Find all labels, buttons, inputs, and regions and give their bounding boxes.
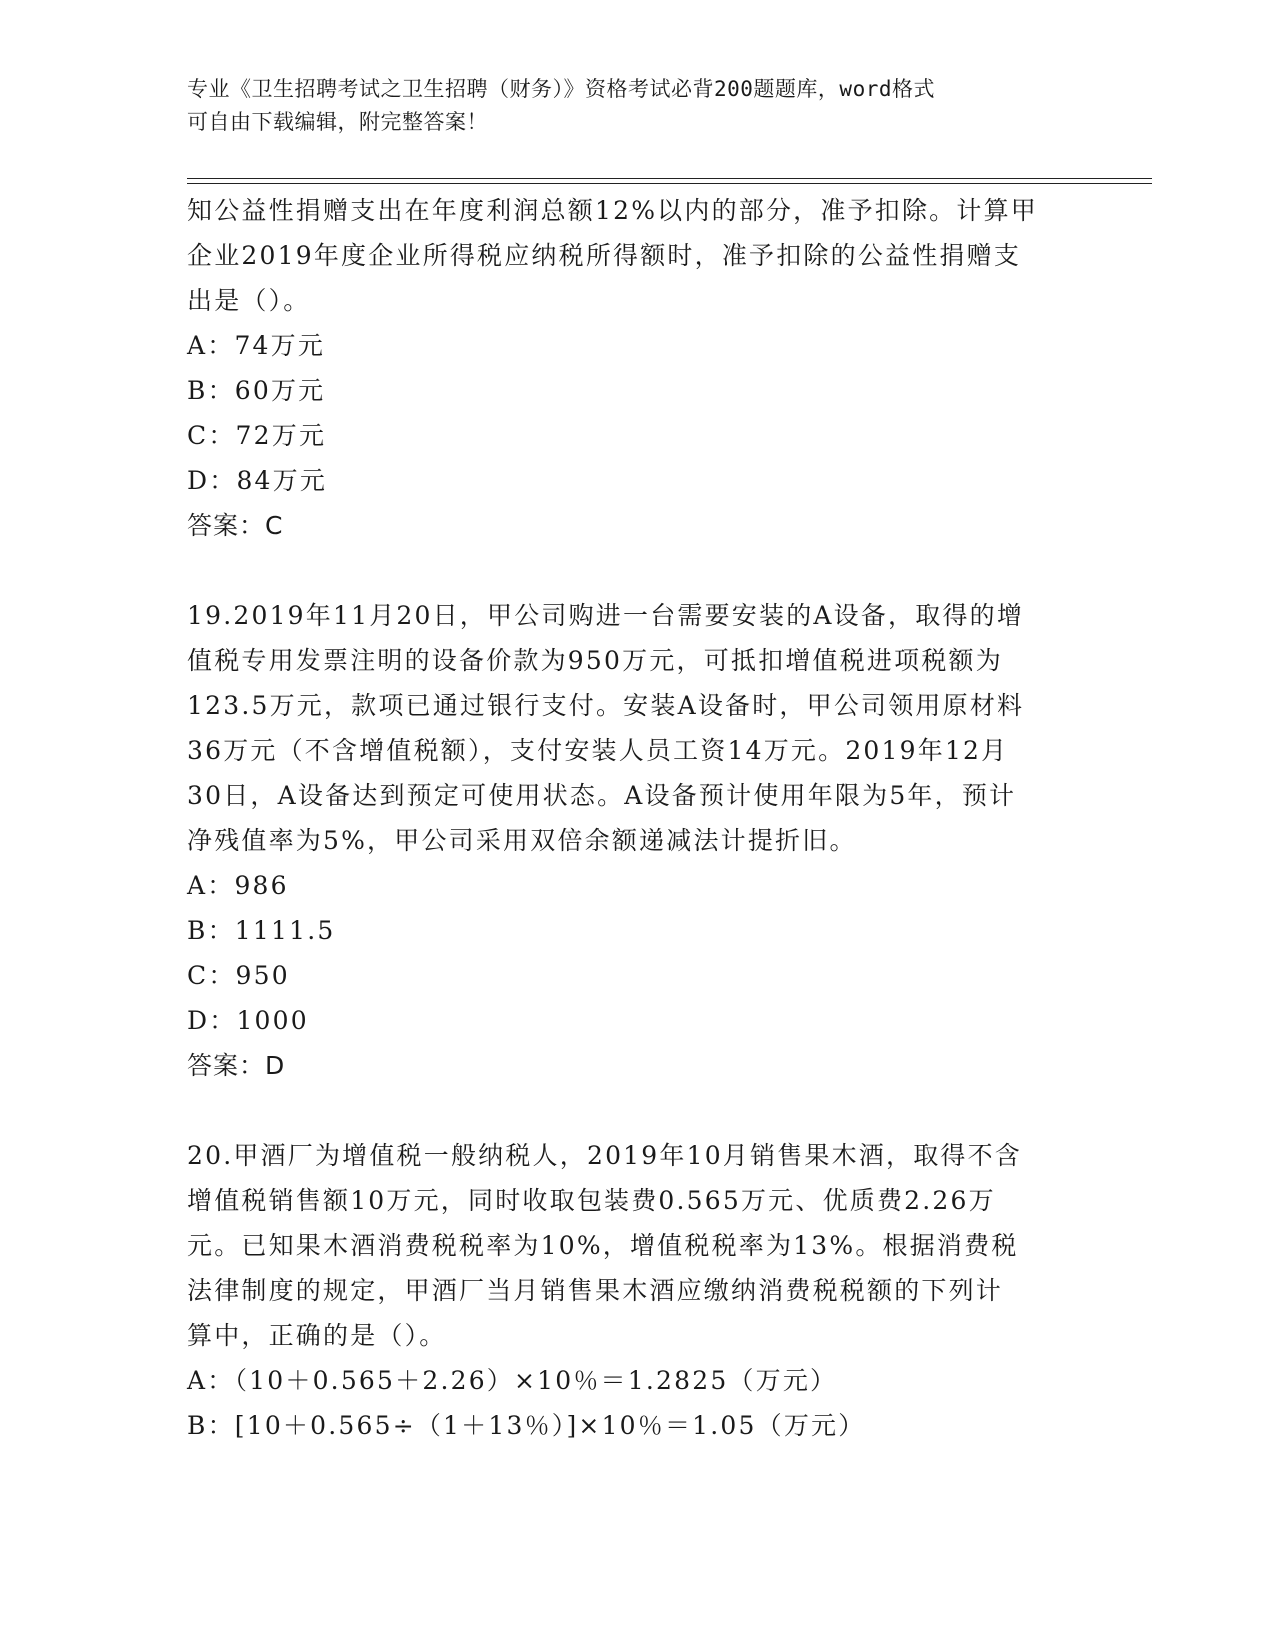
question-19-text-line: 净残值率为5%，甲公司采用双倍余额递减法计提折旧。: [187, 826, 857, 855]
question-19-block: [187, 593, 1087, 1088]
question-20-text-line: 元。已知果木酒消费税税率为10%，增值税税率为13%。根据消费税: [187, 1231, 1019, 1260]
question-20-text-line: 法律制度的规定，甲酒厂当月销售果木酒应缴纳消费税税额的下列计: [187, 1276, 1004, 1305]
question-19-text-line: 30日，A设备达到预定可使用状态。A设备预计使用年限为5年，预计: [187, 781, 1017, 810]
question-19-option-c: C：950: [187, 961, 290, 990]
question-18-text-line: 企业2019年度企业所得税应纳税所得额时，准予扣除的公益性捐赠支: [187, 241, 1022, 270]
question-20-text-line: 20.甲酒厂为增值税一般纳税人，2019年10月销售果木酒，取得不含: [187, 1141, 1022, 1170]
question-content: [187, 188, 1087, 1448]
question-18-option-d: D：84万元: [187, 466, 328, 495]
question-19-option-d: D：1000: [187, 1006, 309, 1035]
question-20-text-line: 增值税销售额10万元，同时收取包装费0.565万元、优质费2.26万: [187, 1186, 996, 1215]
header-title-line-1: 专业《卫生招聘考试之卫生招聘（财务）》资格考试必背200题题库，word格式: [187, 77, 935, 101]
question-18-answer: 答案：C: [187, 511, 284, 540]
question-18-option-b: B：60万元: [187, 376, 326, 405]
question-19-option-a: A：986: [187, 871, 289, 900]
header-title-line-2: 可自由下载编辑，附完整答案！: [187, 110, 488, 134]
question-20-option-a: A：（10＋0.565＋2.26）×10％＝1.2825（万元）: [187, 1366, 838, 1395]
header-divider-bottom: [187, 183, 1152, 184]
question-20-option-b: B：[10＋0.565÷（1＋13％）]×10％＝1.05（万元）: [187, 1411, 866, 1440]
question-18-text-line: 知公益性捐赠支出在年度利润总额12%以内的部分，准予扣除。计算甲: [187, 196, 1038, 225]
question-19-text-line: 19.2019年11月20日，甲公司购进一台需要安装的A设备，取得的增: [187, 601, 1025, 630]
question-18-text-line: 出是（）。: [187, 286, 311, 315]
question-19-answer: 答案：D: [187, 1051, 286, 1080]
question-20-block: [187, 1133, 1087, 1448]
question-19-text-line: 123.5万元，款项已通过银行支付。安装A设备时，甲公司领用原材料: [187, 691, 1025, 720]
question-18-option-c: C：72万元: [187, 421, 327, 450]
header-divider-top: [187, 178, 1152, 179]
question-19-text-line: 36万元（不含增值税额），支付安装人员工资14万元。2019年12月: [187, 736, 1009, 765]
question-20-text-line: 算中，正确的是（）。: [187, 1321, 447, 1350]
question-18-block: [187, 188, 1087, 548]
question-19-option-b: B：1111.5: [187, 916, 336, 945]
page-header: [187, 73, 1087, 139]
question-19-text-line: 值税专用发票注明的设备价款为950万元，可抵扣增值税进项税额为: [187, 646, 1003, 675]
spacer: [187, 1088, 1087, 1133]
question-18-option-a: A：74万元: [187, 331, 326, 360]
spacer: [187, 548, 1087, 593]
